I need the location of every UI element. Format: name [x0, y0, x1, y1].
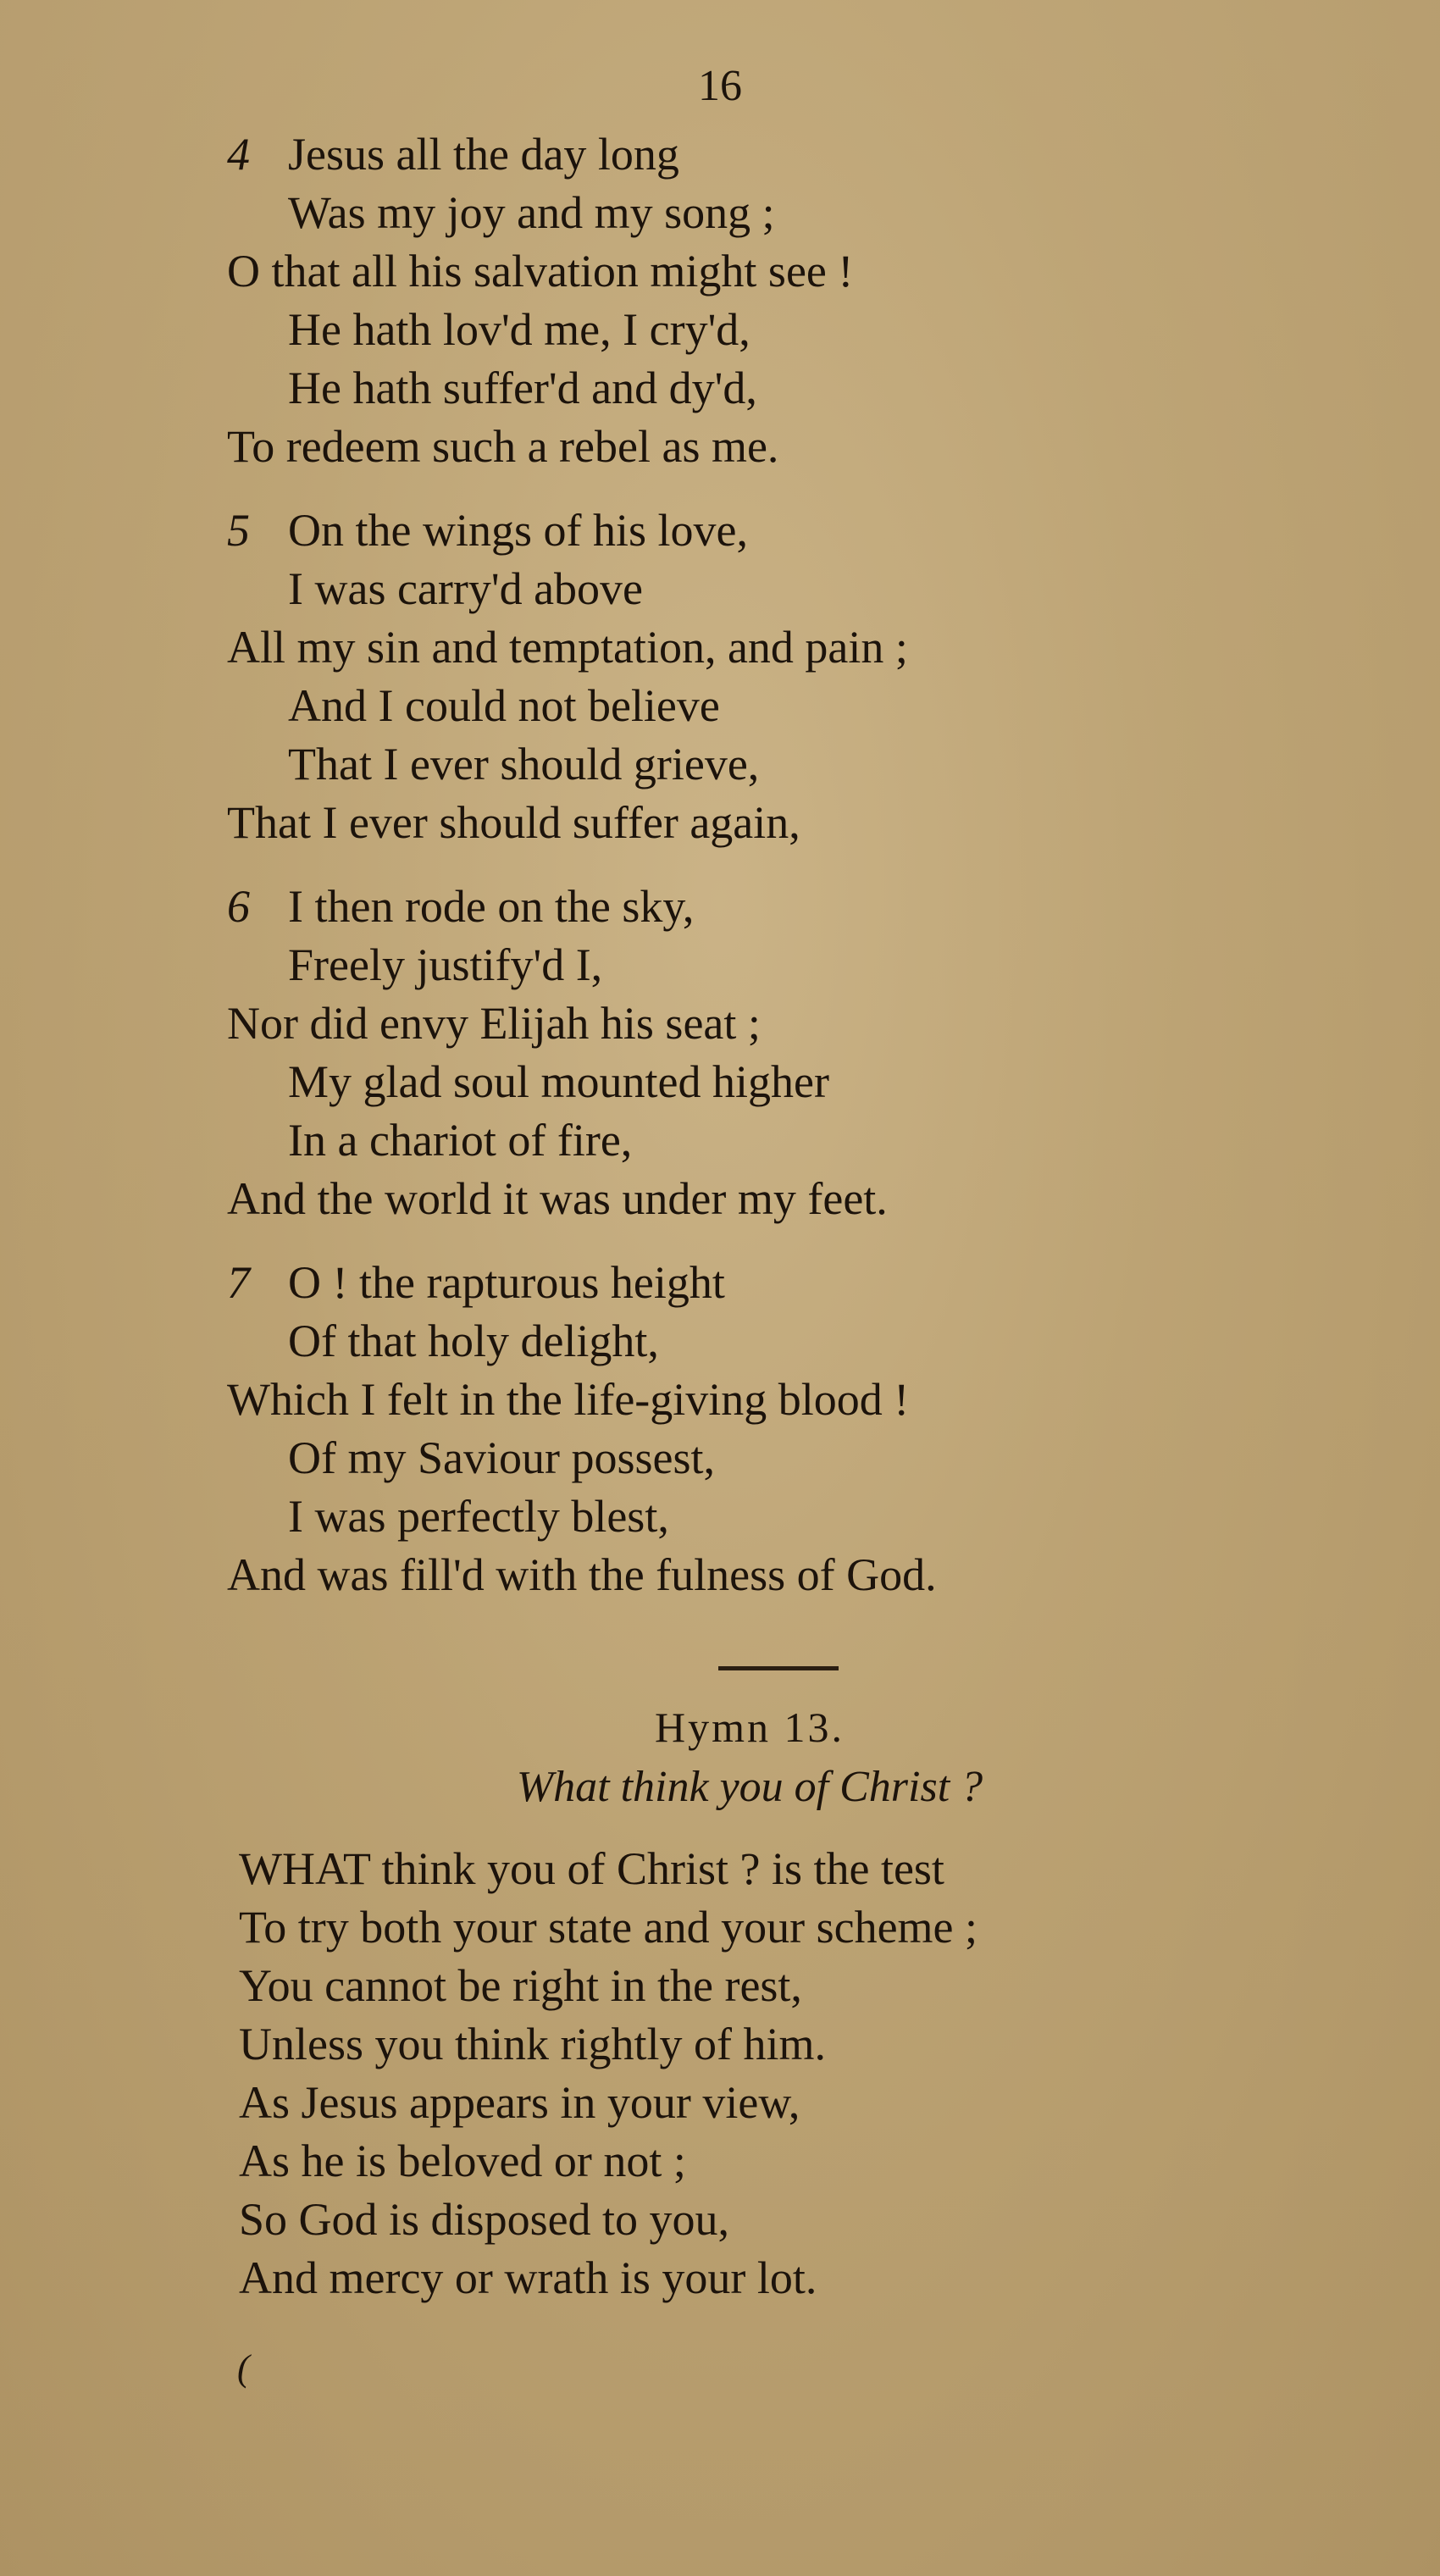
- line-text: On the wings of his love,: [288, 505, 748, 556]
- stanza-line: [227, 878, 1328, 936]
- stanza-6: [227, 878, 1328, 1228]
- stanza-line: That I ever should grieve,: [288, 739, 760, 789]
- stanza-number: 5: [227, 505, 250, 556]
- stanza-line: [227, 501, 1328, 560]
- hymn-line: To try both your state and your scheme ;: [239, 1902, 978, 1953]
- stanza-line: Which I felt in the life-giving blood !: [227, 1374, 910, 1425]
- hymn-line: As Jesus appears in your view,: [239, 2077, 800, 2128]
- stanza-5: [227, 501, 1328, 852]
- stanza-line: Was my joy and my song ;: [288, 187, 775, 238]
- hymn-line: Unless you think rightly of him.: [239, 2019, 826, 2069]
- hymn-line: And mercy or wrath is your lot.: [239, 2252, 817, 2303]
- section-divider: [718, 1666, 839, 1670]
- stanza-line: [227, 125, 1328, 184]
- stanza-line: That I ever should suffer again,: [227, 797, 800, 848]
- stanza-number: 6: [227, 881, 250, 932]
- stanza-line: I was carry'd above: [288, 563, 644, 614]
- hymn-heading: Hymn 13.: [655, 1703, 845, 1751]
- hymn-line: WHAT think you of Christ ? is the test: [239, 1843, 944, 1894]
- line-text: I then rode on the sky,: [288, 881, 695, 932]
- line-text: O ! the rapturous height: [288, 1257, 725, 1308]
- stanza-line: Of my Saviour possest,: [288, 1432, 715, 1483]
- stanza-line: [227, 1254, 1328, 1312]
- stanza-line: In a chariot of fire,: [288, 1115, 633, 1166]
- catchword: (: [237, 2347, 250, 2389]
- hymn-line: You cannot be right in the rest,: [239, 1960, 802, 2011]
- stanza-line: He hath suffer'd and dy'd,: [288, 363, 757, 413]
- stanza-number: 7: [227, 1257, 250, 1308]
- hymn-line: So God is disposed to you,: [239, 2194, 730, 2245]
- stanza-line: To redeem such a rebel as me.: [227, 421, 779, 472]
- stanza-line: I was perfectly blest,: [288, 1491, 669, 1542]
- stanza-line: Freely justify'd I,: [288, 939, 603, 990]
- stanza-line: All my sin and temptation, and pain ;: [227, 622, 908, 673]
- hymn-line: As he is beloved or not ;: [239, 2136, 686, 2186]
- page-number: 16: [698, 62, 742, 110]
- stanza-line: And the world it was under my feet.: [227, 1173, 888, 1224]
- stanza-line: And was fill'd with the fulness of God.: [227, 1549, 937, 1600]
- hymn-subtitle: What think you of Christ ?: [516, 1763, 983, 1811]
- stanza-line: My glad soul mounted higher: [288, 1056, 829, 1107]
- stanza-line: Nor did envy Elijah his seat ;: [227, 998, 761, 1049]
- hymn-13-stanza: [239, 1840, 1340, 2307]
- stanza-line: He hath lov'd me, I cry'd,: [288, 304, 750, 355]
- stanza-7: [227, 1254, 1328, 1604]
- stanza-4: [227, 125, 1328, 476]
- stanza-line: O that all his salvation might see !: [227, 246, 854, 296]
- stanza-line: And I could not believe: [288, 680, 720, 731]
- stanza-line: Of that holy delight,: [288, 1316, 659, 1366]
- stanza-number: 4: [227, 129, 250, 180]
- line-text: Jesus all the day long: [288, 129, 679, 180]
